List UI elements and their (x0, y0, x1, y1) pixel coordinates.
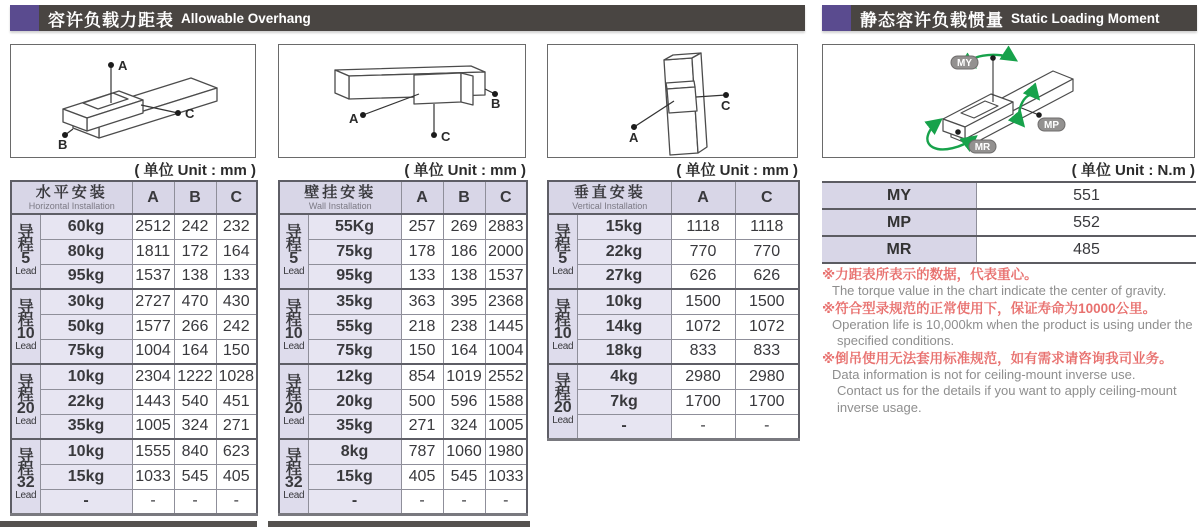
value-cell: 1005 (485, 414, 527, 439)
value-cell: 451 (216, 389, 257, 414)
value-cell: 150 (216, 339, 257, 364)
load-cell: 55Kg (308, 214, 401, 239)
value-cell: 623 (216, 439, 257, 464)
note-zh: ※倒吊使用无法套用标准规范，如有需求请咨询我司业务。 (822, 350, 1173, 366)
next-section-cutoff-bar (0, 521, 257, 527)
value-cell: 2368 (485, 289, 527, 314)
load-cell: 35kg (308, 414, 401, 439)
value-cell: - (735, 414, 799, 439)
value-cell: 596 (443, 389, 485, 414)
value-cell: 164 (174, 339, 216, 364)
value-cell: 1033 (132, 464, 174, 489)
load-cell: 7kg (577, 389, 671, 414)
load-cell: 4kg (577, 364, 671, 389)
section-header-static-loading-moment (822, 5, 1197, 31)
value-cell: 133 (216, 264, 257, 289)
value-cell: 430 (216, 289, 257, 314)
wall-installation-table-wrap (278, 180, 528, 516)
column-header-c: C (216, 181, 257, 214)
value-cell: 242 (216, 314, 257, 339)
value-cell: 2552 (485, 364, 527, 389)
load-cell: 55kg (308, 314, 401, 339)
note-en: inverse usage. (837, 399, 922, 415)
lead-cell: 导 程 20 Lead (548, 364, 577, 439)
column-header-a: A (132, 181, 174, 214)
lead-cell: 导 程 32 Lead (279, 439, 308, 514)
moment-value: 552 (1073, 213, 1100, 231)
point-c-label: C (185, 106, 195, 121)
value-cell: 1028 (216, 364, 257, 389)
vertical-installation-table-wrap (547, 180, 800, 441)
load-cell: - (577, 414, 671, 439)
value-cell: 1980 (485, 439, 527, 464)
value-cell: 1072 (735, 314, 799, 339)
value-cell: 138 (443, 264, 485, 289)
value-cell: 172 (174, 239, 216, 264)
table-row (822, 237, 1196, 264)
value-cell: 1500 (735, 289, 799, 314)
load-cell: 95kg (308, 264, 401, 289)
point-a-label: A (349, 111, 359, 126)
vertical-installation-diagram (547, 44, 798, 158)
unit-label-mm: ( 单位 Unit : mm ) (404, 162, 526, 179)
lead-cell: 导 程 5 Lead (548, 214, 577, 289)
column-header-a: A (401, 181, 443, 214)
note-en: The torque value in the chart indicate the center of gravity. (832, 283, 1167, 298)
value-cell: 1700 (671, 389, 735, 414)
value-cell: 271 (216, 414, 257, 439)
my-badge: MY (957, 58, 972, 69)
value-cell: 2980 (735, 364, 799, 389)
value-cell: 1588 (485, 389, 527, 414)
lead-cell: 导 程 10 Lead (11, 289, 40, 364)
column-header-b: B (443, 181, 485, 214)
value-cell: 2980 (671, 364, 735, 389)
load-cell: 50kg (40, 314, 132, 339)
value-cell: 2000 (485, 239, 527, 264)
load-cell: 10kg (40, 439, 132, 464)
value-cell: 186 (443, 239, 485, 264)
load-cell: 80kg (40, 239, 132, 264)
load-cell: 15kg (308, 464, 401, 489)
note-zh: ※符合型录规范的正常使用下，保证寿命为10000公里。 (822, 300, 1157, 316)
value-cell: 1811 (132, 239, 174, 264)
load-cell: 35kg (40, 414, 132, 439)
load-cell: 15kg (40, 464, 132, 489)
value-cell: 1033 (485, 464, 527, 489)
value-cell: 545 (443, 464, 485, 489)
actuator-isometric-drawing (11, 45, 255, 157)
point-b-label: B (58, 137, 68, 152)
load-cell: 10kg (40, 364, 132, 389)
vertical-installation-table (547, 180, 800, 441)
note-en: Data information is not for ceiling-mount inverse use. (832, 366, 1136, 382)
value-cell: 242 (174, 214, 216, 239)
lead-cell: 导 程 32 Lead (11, 439, 40, 514)
load-cell: 95kg (40, 264, 132, 289)
load-cell: - (40, 489, 132, 514)
value-cell: 363 (401, 289, 443, 314)
moment-label: MP (822, 210, 977, 235)
mp-badge: MP (1044, 120, 1059, 131)
column-header-b: B (174, 181, 216, 214)
section-title-en: Allowable Overhang (181, 10, 311, 26)
lead-cell: 导 程 10 Lead (279, 289, 308, 364)
point-a-label: A (118, 58, 128, 73)
value-cell: 787 (401, 439, 443, 464)
value-cell: 1005 (132, 414, 174, 439)
value-cell: 164 (216, 239, 257, 264)
value-cell: 238 (443, 314, 485, 339)
actuator-isometric-drawing (279, 45, 525, 157)
value-cell: 833 (671, 339, 735, 364)
value-cell: 266 (174, 314, 216, 339)
lead-cell: 导 程 10 Lead (548, 289, 577, 364)
installation-header: 壁挂安装 Wall Installation (279, 181, 401, 214)
value-cell: 1577 (132, 314, 174, 339)
point-c-label: C (441, 129, 451, 144)
actuator-isometric-drawing (548, 45, 797, 157)
load-cell: 75kg (308, 339, 401, 364)
value-cell: 833 (735, 339, 799, 364)
header-bar (851, 5, 1197, 31)
value-cell: 324 (174, 414, 216, 439)
installation-header: 水平安装 Horizontal Installation (11, 181, 132, 214)
note-zh: ※力距表所表示的数据，代表重心。 (822, 267, 1038, 282)
moment-directions-diagram (822, 44, 1195, 158)
value-cell: 2304 (132, 364, 174, 389)
load-cell: 10kg (577, 289, 671, 314)
section-title-zh: 容许负载力距表 (48, 10, 174, 30)
value-cell: 164 (443, 339, 485, 364)
note-en: Contact us for the details if you want to apply ceiling-mount (837, 383, 1177, 398)
value-cell: 1004 (132, 339, 174, 364)
value-cell: 854 (401, 364, 443, 389)
value-cell: 178 (401, 239, 443, 264)
load-cell: - (308, 489, 401, 514)
installation-header: 垂直安装 Vertical Installation (548, 181, 671, 214)
value-cell: 257 (401, 214, 443, 239)
note-en: Operation life is 10,000km when the product is using under the (832, 316, 1193, 332)
load-cell: 22kg (577, 239, 671, 264)
load-cell: 20kg (308, 389, 401, 414)
value-cell: 1019 (443, 364, 485, 389)
horizontal-installation-table-wrap (10, 180, 258, 516)
value-cell: - (132, 489, 174, 514)
moment-value: 485 (1073, 240, 1100, 258)
note-en: specified conditions. (837, 333, 955, 348)
lead-cell: 导 程 5 Lead (279, 214, 308, 289)
load-cell: 60kg (40, 214, 132, 239)
value-cell: 770 (735, 239, 799, 264)
moment-label: MY (822, 183, 977, 208)
table-row (822, 183, 1196, 210)
value-cell: 1118 (671, 214, 735, 239)
moment-value: 551 (1073, 186, 1100, 204)
load-cell: 18kg (577, 339, 671, 364)
value-cell: 269 (443, 214, 485, 239)
value-cell: 1700 (735, 389, 799, 414)
load-cell: 75kg (40, 339, 132, 364)
value-cell: - (443, 489, 485, 514)
value-cell: 1445 (485, 314, 527, 339)
horizontal-installation-table (10, 180, 258, 516)
load-cell: 8kg (308, 439, 401, 464)
load-cell: 75kg (308, 239, 401, 264)
value-cell: - (671, 414, 735, 439)
value-cell: 1443 (132, 389, 174, 414)
unit-label-mm: ( 单位 Unit : mm ) (676, 162, 798, 179)
value-cell: 545 (174, 464, 216, 489)
value-cell: 395 (443, 289, 485, 314)
load-cell: 35kg (308, 289, 401, 314)
load-cell: 15kg (577, 214, 671, 239)
next-section-cutoff-bar (268, 521, 530, 527)
wall-installation-table (278, 180, 528, 516)
moment-label: MR (822, 237, 977, 262)
value-cell: 2512 (132, 214, 174, 239)
value-cell: 2727 (132, 289, 174, 314)
notes-block (822, 266, 1200, 416)
static-loading-moment-table (822, 181, 1196, 264)
load-cell: 22kg (40, 389, 132, 414)
value-cell: 133 (401, 264, 443, 289)
column-header-c: C (485, 181, 527, 214)
header-accent-square (822, 5, 851, 31)
value-cell: 470 (174, 289, 216, 314)
value-cell: 150 (401, 339, 443, 364)
lead-cell: 导 程 20 Lead (279, 364, 308, 439)
value-cell: 770 (671, 239, 735, 264)
lead-cell: 导 程 20 Lead (11, 364, 40, 439)
value-cell: 1060 (443, 439, 485, 464)
value-cell: 1222 (174, 364, 216, 389)
value-cell: 1537 (485, 264, 527, 289)
value-cell: 626 (671, 264, 735, 289)
unit-label-nm: ( 单位 Unit : N.m ) (1071, 162, 1195, 179)
value-cell: 626 (735, 264, 799, 289)
value-cell: 540 (174, 389, 216, 414)
header-accent-square (10, 5, 39, 31)
value-cell: 138 (174, 264, 216, 289)
value-cell: 1537 (132, 264, 174, 289)
section-title-zh: 静态容许负载惯量 (860, 10, 1004, 30)
section-title-en: Static Loading Moment (1011, 10, 1160, 26)
load-cell: 27kg (577, 264, 671, 289)
actuator-moment-drawing (823, 45, 1194, 157)
point-b-label: B (491, 96, 501, 111)
value-cell: 500 (401, 389, 443, 414)
value-cell: 405 (401, 464, 443, 489)
value-cell: - (216, 489, 257, 514)
value-cell: 232 (216, 214, 257, 239)
mr-badge: MR (974, 142, 991, 153)
column-header-a: A (671, 181, 735, 214)
value-cell: 324 (443, 414, 485, 439)
value-cell: 218 (401, 314, 443, 339)
load-cell: 14kg (577, 314, 671, 339)
load-cell: 12kg (308, 364, 401, 389)
value-cell: 1118 (735, 214, 799, 239)
value-cell: 271 (401, 414, 443, 439)
value-cell: 1004 (485, 339, 527, 364)
value-cell: 2883 (485, 214, 527, 239)
value-cell: - (174, 489, 216, 514)
load-cell: 30kg (40, 289, 132, 314)
header-bar (39, 5, 805, 31)
section-header-allowable-overhang (10, 5, 805, 31)
point-c-label: C (721, 98, 731, 113)
table-row (822, 210, 1196, 237)
value-cell: - (485, 489, 527, 514)
value-cell: - (401, 489, 443, 514)
value-cell: 1072 (671, 314, 735, 339)
value-cell: 840 (174, 439, 216, 464)
lead-cell: 导 程 5 Lead (11, 214, 40, 289)
horizontal-installation-diagram (10, 44, 256, 158)
value-cell: 1555 (132, 439, 174, 464)
point-a-label: A (629, 130, 639, 145)
wall-installation-diagram (278, 44, 526, 158)
value-cell: 405 (216, 464, 257, 489)
column-header-c: C (735, 181, 799, 214)
value-cell: 1500 (671, 289, 735, 314)
unit-label-mm: ( 单位 Unit : mm ) (134, 162, 256, 179)
